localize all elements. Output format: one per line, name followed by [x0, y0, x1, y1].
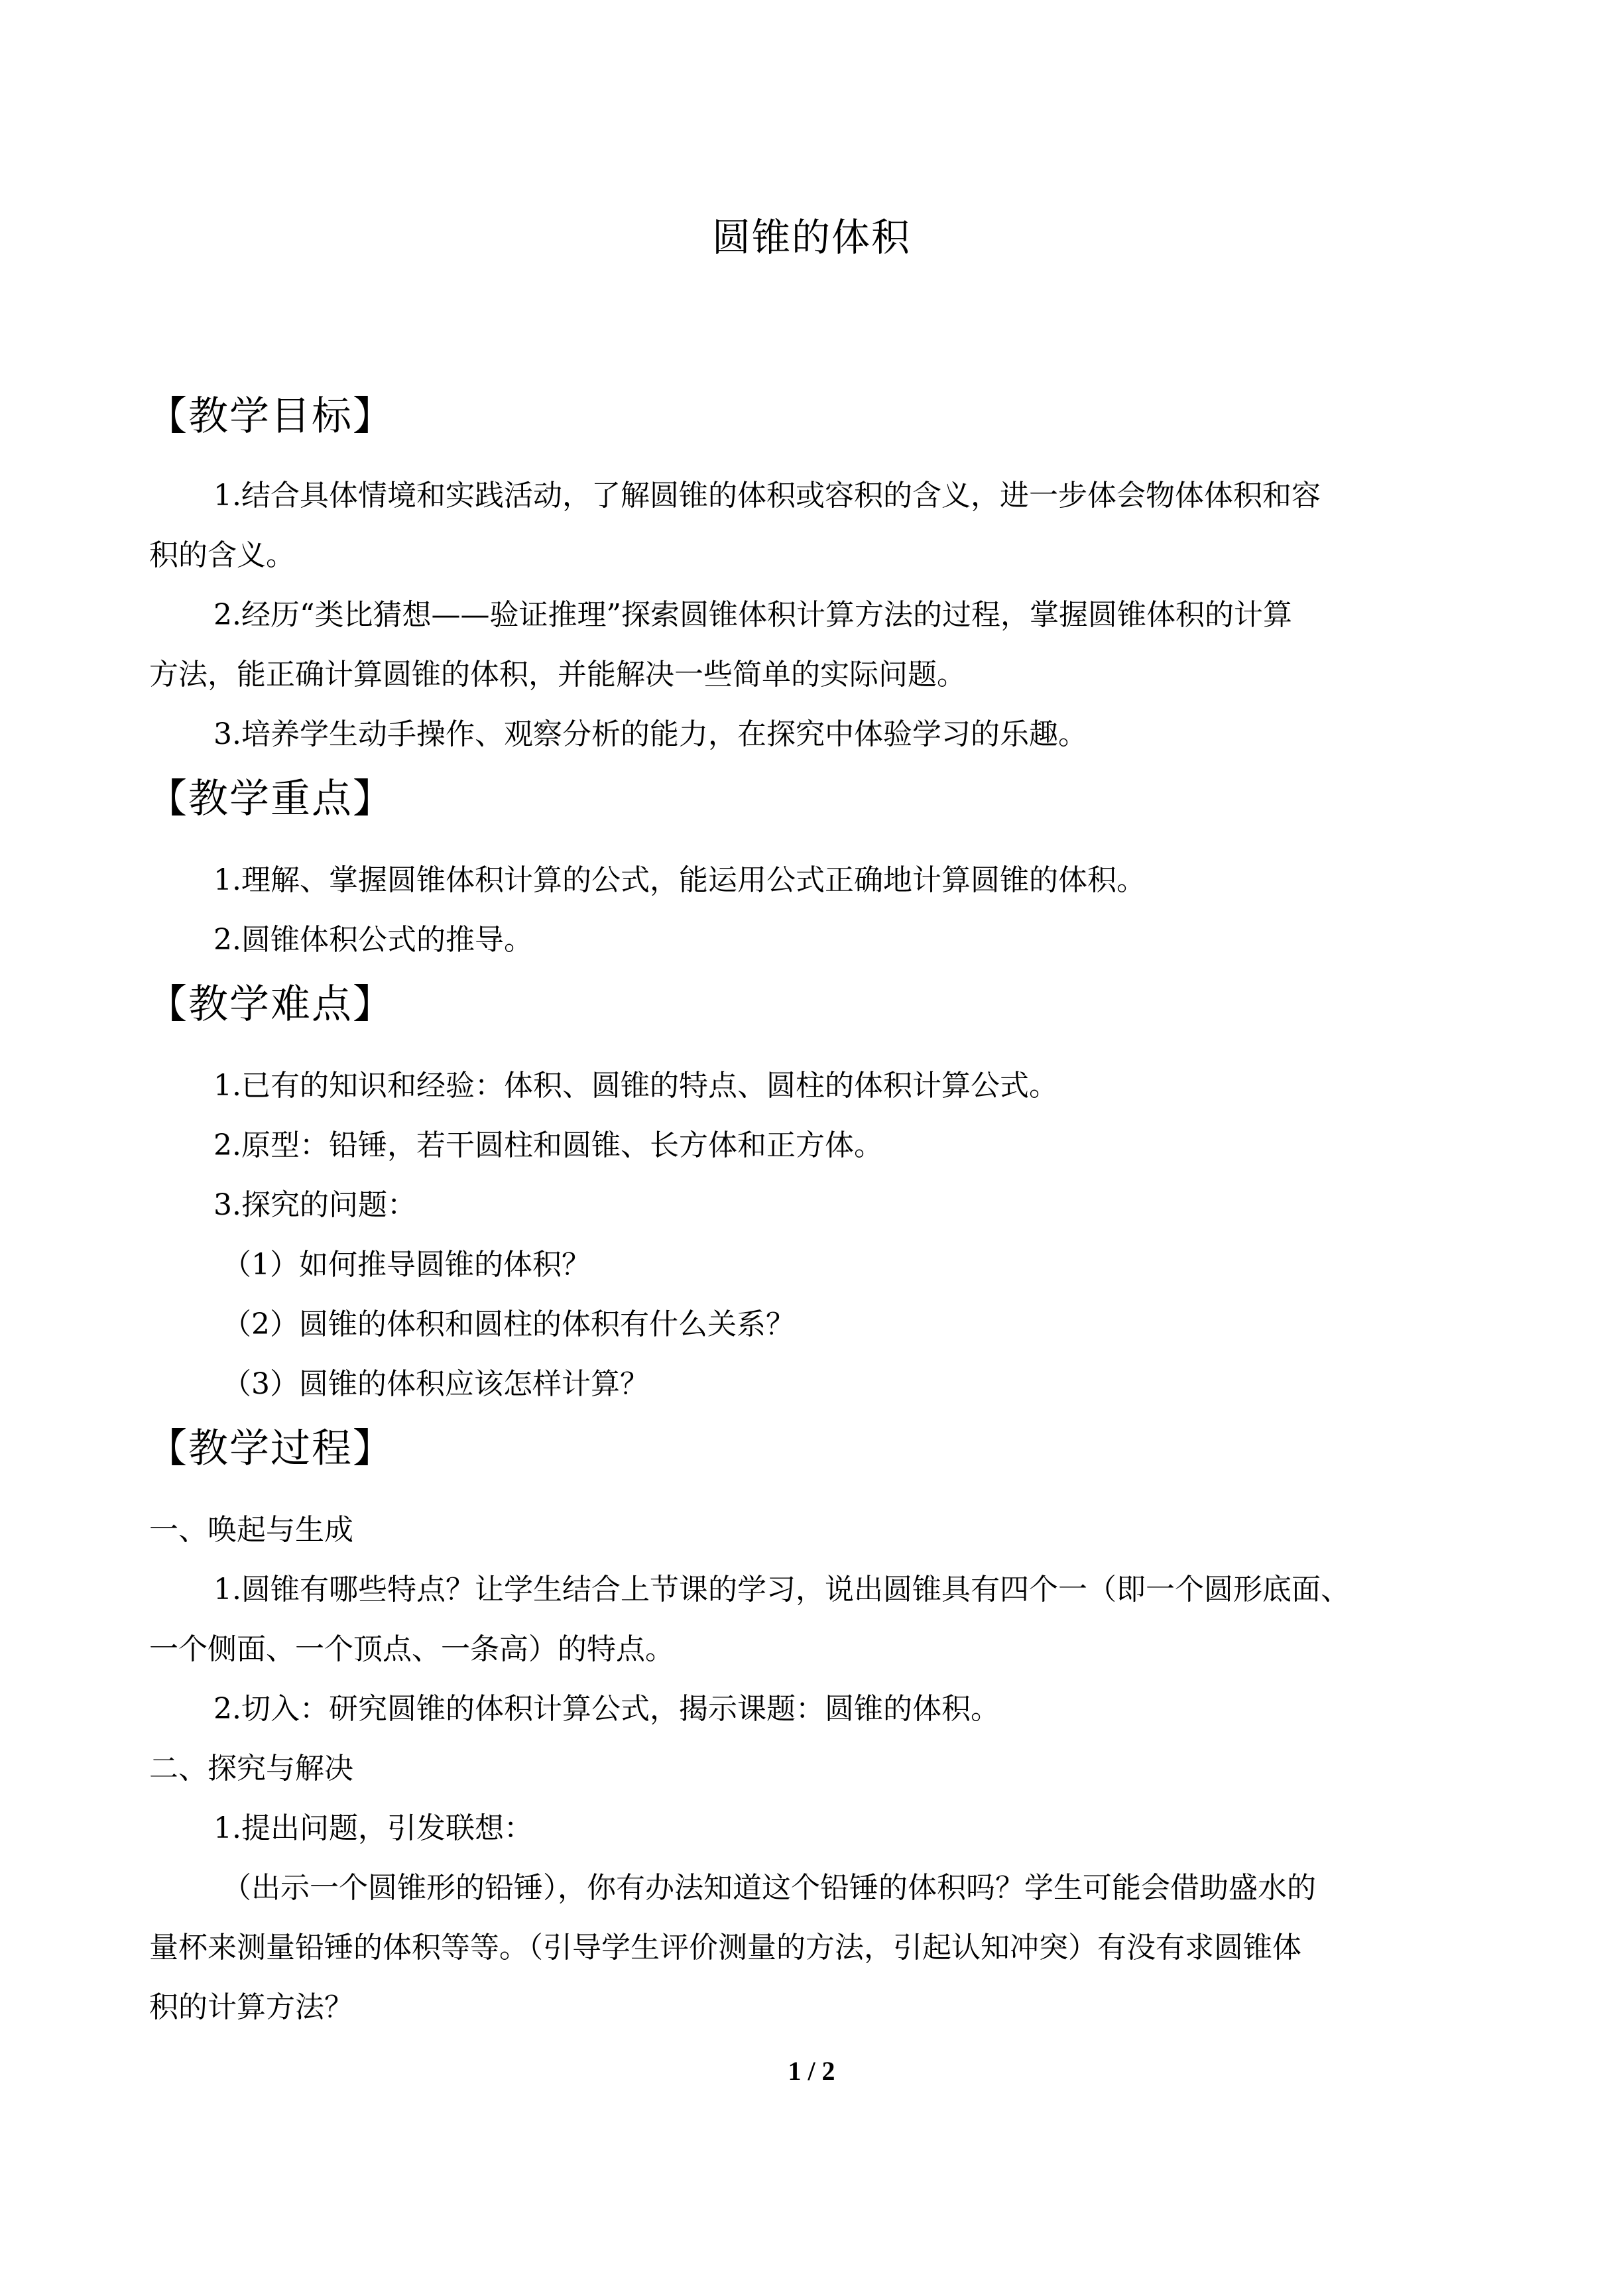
objectives-line-3: 2.经历“类比猜想——验证推理”探索圆锥体积计算方法的过程，掌握圆锥体积的计算 [213, 598, 1292, 632]
difficulties-question-1: （1）如何推导圆锥的体积？ [222, 1248, 591, 1282]
key-points-line-2: 2.圆锥体积公式的推导。 [213, 923, 533, 957]
key-points-line-1: 1.理解、掌握圆锥体积计算的公式，能运用公式正确地计算圆锥的体积。 [213, 863, 1146, 897]
objectives-line-5: 3.培养学生动手操作、观察分析的能力，在探究中体验学习的乐趣。 [213, 717, 1087, 751]
process-line-2: 一个侧面、一个顶点、一条高）的特点。 [149, 1632, 674, 1666]
process-line-3: 2.切入：研究圆锥的体积计算公式，揭示课题：圆锥的体积。 [213, 1692, 1000, 1726]
process-line-5: （出示一个圆锥形的铅锤），你有办法知道这个铅锤的体积吗？学生可能会借助盛水的 [222, 1871, 1316, 1905]
page-number: 1 / 2 [788, 2056, 835, 2086]
process-line-1: 1.圆锥有哪些特点？让学生结合上节课的学习，说出圆锥具有四个一（即一个圆形底面、 [213, 1573, 1350, 1606]
objectives-line-1: 1.结合具体情境和实践活动，了解圆锥的体积或容积的含义，进一步体会物体体积和容 [213, 479, 1321, 513]
process-line-7: 积的计算方法？ [149, 1990, 353, 2024]
difficulties-question-2: （2）圆锥的体积和圆柱的体积有什么关系？ [222, 1307, 795, 1341]
process-line-4: 1.提出问题，引发联想： [213, 1811, 533, 1845]
process-line-6: 量杯来测量铅锤的体积等等。（引导学生评价测量的方法，引起认知冲突）有没有求圆锥体 [149, 1931, 1301, 1964]
section-heading-difficulties: 【教学难点】 [147, 981, 394, 1028]
section-heading-key-points: 【教学重点】 [147, 776, 394, 822]
section-heading-objectives: 【教学目标】 [147, 393, 394, 440]
difficulties-question-3: （3）圆锥的体积应该怎样计算？ [222, 1367, 649, 1401]
difficulties-line-1: 1.已有的知识和经验：体积、圆锥的特点、圆柱的体积计算公式。 [213, 1069, 1058, 1103]
section-heading-process: 【教学过程】 [147, 1425, 394, 1472]
objectives-line-2: 积的含义。 [149, 538, 295, 572]
document-title: 圆锥的体积 [711, 215, 911, 260]
process-subheading-2: 二、探究与解决 [149, 1752, 353, 1785]
difficulties-line-2: 2.原型：铅锤，若干圆柱和圆锥、长方体和正方体。 [213, 1128, 883, 1162]
objectives-line-4: 方法，能正确计算圆锥的体积，并能解决一些简单的实际问题。 [149, 658, 966, 692]
process-subheading-1: 一、唤起与生成 [149, 1513, 353, 1547]
difficulties-line-3: 3.探究的问题： [213, 1188, 416, 1222]
